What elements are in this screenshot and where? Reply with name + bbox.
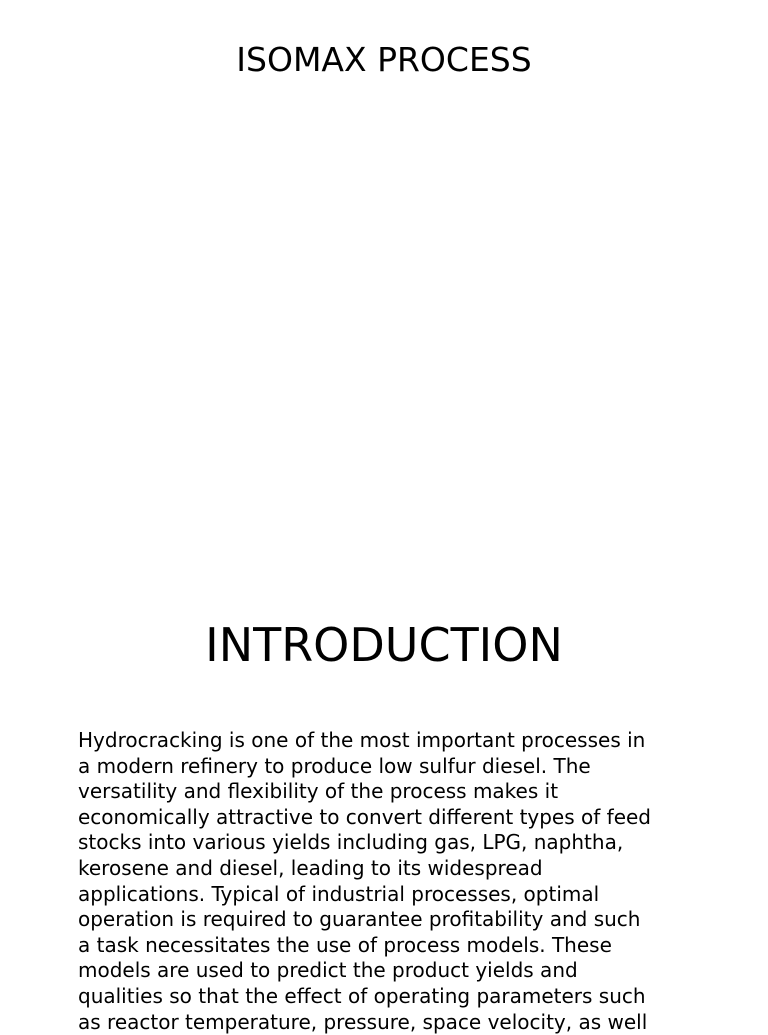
introduction-paragraph: Hydrocracking is one of the most important processes in a modern refinery to produce low sulfur diesel. The versatility and flexibility of the process makes it economically attractive to convert different types of feed stocks into various yields including gas, LPG, naphtha, kerosene and diesel, leading to its widespread applications. Typical of industrial processes, optimal operation is required to guarantee profitability and such a task necessitates the use of process models. These models are used to predict the product yields and qualities so that the effect of operating parameters such as reactor temperature, pressure, space velocity, as well — [78, 728, 651, 1034]
introduction-heading: INTRODUCTION — [205, 618, 563, 672]
slide-title: ISOMAX PROCESS — [236, 40, 532, 79]
